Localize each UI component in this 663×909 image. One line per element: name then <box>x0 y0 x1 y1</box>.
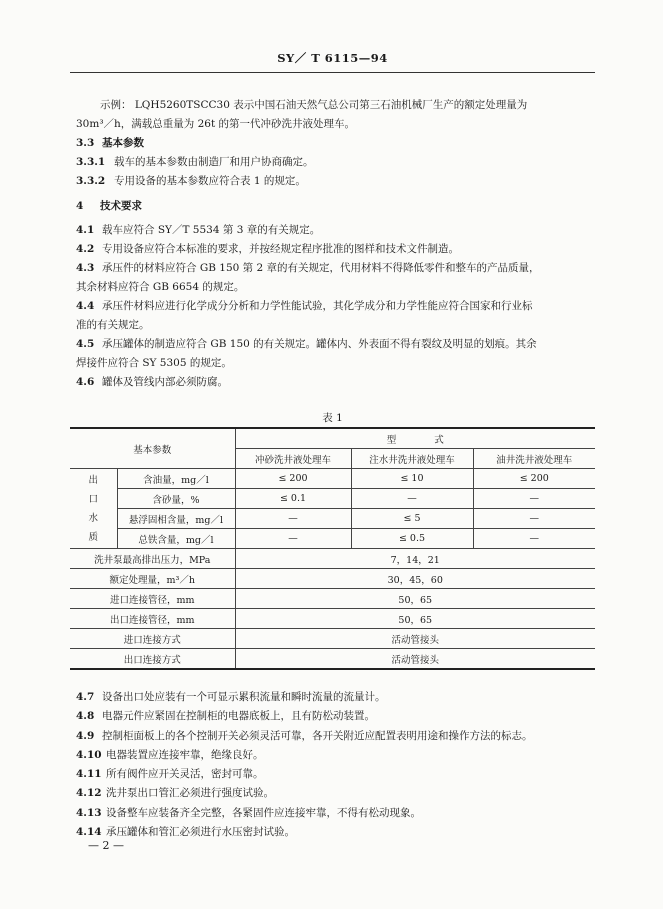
clause-text: 承压件的材料应符合 GB 150 第 2 章的有关规定，代用材料不得降低零件和整车的产品质量， <box>102 262 540 274</box>
value-cell: 活动管接头 <box>235 649 595 670</box>
clause-number: 4.11 <box>76 768 102 781</box>
clause-4-6 <box>76 373 596 392</box>
value-cell: 50，65 <box>235 609 595 629</box>
clause-4-4 <box>76 297 596 316</box>
clause-number: 4.12 <box>76 787 102 800</box>
label-char: 口 <box>88 493 98 505</box>
section-4-heading <box>76 197 596 216</box>
outlet-water-quality-label <box>70 469 117 549</box>
clause-4-13 <box>76 804 596 823</box>
param-cell: 含油量，mg／l <box>117 469 235 489</box>
section-3-3-heading <box>76 134 596 153</box>
param-cell: 悬浮固相含量，mg／l <box>117 509 235 529</box>
value-cell: — <box>235 509 351 529</box>
clause-text: 载车应符合 SY／T 5534 第 3 章的有关规定。 <box>102 224 321 236</box>
param-cell: 总铁含量，mg／l <box>117 529 235 549</box>
clause-number: 4.5 <box>76 338 95 350</box>
clause-number: 4.4 <box>76 300 95 312</box>
value-cell: 30，45，60 <box>235 569 595 589</box>
table-row <box>70 489 595 509</box>
table-row <box>70 509 595 529</box>
header-type: 型 式 <box>235 428 595 449</box>
clause-3-3-2 <box>76 172 596 191</box>
param-cell: 出口连接方式 <box>70 649 235 670</box>
table-row <box>70 549 595 569</box>
header-basic-params: 基本参数 <box>70 428 235 469</box>
clause-4-12 <box>76 784 596 803</box>
clause-4-14 <box>76 823 596 842</box>
param-cell: 含砂量，% <box>117 489 235 509</box>
table-row <box>70 629 595 649</box>
model-injection-well: 注水井洗井液处理车 <box>351 449 473 469</box>
clause-text: 载车的基本参数由制造厂和用户协商确定。 <box>114 156 314 168</box>
table-caption: 表 1 <box>322 412 343 424</box>
clause-number: 4.14 <box>76 826 102 839</box>
model-sand-flushing: 冲砂洗井液处理车 <box>235 449 351 469</box>
table-row <box>70 529 595 549</box>
clause-number: 4.10 <box>76 748 102 761</box>
clause-text: 洗井泵出口管汇必须进行强度试验。 <box>106 787 274 800</box>
clause-3-3-1 <box>76 153 596 172</box>
clause-4-10 <box>76 746 596 765</box>
header-rule <box>70 72 595 73</box>
clause-4-7 <box>76 688 596 707</box>
clause-4-2 <box>76 240 596 259</box>
value-cell: ≤ 200 <box>473 469 595 489</box>
parameter-table <box>70 427 595 670</box>
clauses-4-7-to-4-14 <box>76 688 596 842</box>
value-cell: ≤ 10 <box>351 469 473 489</box>
clause-text: 所有阀件应开关灵活，密封可靠。 <box>106 768 264 781</box>
clause-4-3-continued: 其余材料应符合 GB 6654 的规定。 <box>76 281 245 293</box>
clause-4-5 <box>76 335 596 354</box>
clause-4-5-continued: 焊接件应符合 SY 5305 的规定。 <box>76 357 232 369</box>
example-and-3-3 <box>76 96 596 191</box>
clause-number: 4.6 <box>76 376 95 388</box>
value-cell: — <box>473 489 595 509</box>
clause-4-9 <box>76 727 596 746</box>
clause-4-3 <box>76 259 596 278</box>
clause-number: 4.2 <box>76 243 95 255</box>
label-char: 出 <box>88 474 98 486</box>
section-number: 4 <box>76 200 84 212</box>
clause-text: 承压罐体和管汇必须进行水压密封试验。 <box>106 826 295 839</box>
value-cell: — <box>351 489 473 509</box>
clause-number: 4.3 <box>76 262 95 274</box>
value-cell: ≤ 200 <box>235 469 351 489</box>
clause-number: 4.9 <box>76 729 95 742</box>
clause-number: 4.8 <box>76 710 95 723</box>
table-header-row <box>70 428 595 449</box>
section-4 <box>76 197 596 392</box>
param-cell: 出口连接管径，mm <box>70 609 235 629</box>
clause-text: 罐体及管线内部必须防腐。 <box>102 376 228 388</box>
param-cell: 额定处理量，m³／h <box>70 569 235 589</box>
value-cell: — <box>473 529 595 549</box>
table-row <box>70 569 595 589</box>
clause-text: 专用设备的基本参数应符合表 1 的规定。 <box>114 175 306 187</box>
param-cell: 进口连接方式 <box>70 629 235 649</box>
value-cell: ≤ 5 <box>351 509 473 529</box>
value-cell: 50，65 <box>235 589 595 609</box>
value-cell: 活动管接头 <box>235 629 595 649</box>
param-cell: 洗井泵最高排出压力，MPa <box>70 549 235 569</box>
clause-number: 3.3.1 <box>76 156 106 168</box>
example-line-2: 30m³／h，满载总重量为 26t 的第一代冲砂洗井液处理车。 <box>76 118 356 130</box>
page-header: SY／ T 6115—94 <box>277 51 388 65</box>
table-row <box>70 469 595 489</box>
section-number: 3.3 <box>76 137 95 149</box>
clause-text: 承压罐体的制造应符合 GB 150 的有关规定。罐体内、外表面不得有裂纹及明显的划痕。其余 <box>102 338 537 350</box>
clause-number: 4.1 <box>76 224 95 236</box>
example-line-1: 示例： LQH5260TSCC30 表示中国石油天然气总公司第三石油机械厂生产的额定处理量为 <box>100 99 528 111</box>
param-cell: 进口连接管径，mm <box>70 589 235 609</box>
clause-text: 承压件材料应进行化学成分分析和力学性能试验，其化学成分和力学性能应符合国家和行业标 <box>102 300 533 312</box>
label-char: 水 <box>88 512 98 524</box>
clause-4-4-continued: 准的有关规定。 <box>76 319 150 331</box>
label-char: 质 <box>88 531 98 543</box>
table-row <box>70 609 595 629</box>
clause-4-11 <box>76 765 596 784</box>
clause-number: 4.7 <box>76 691 95 703</box>
table-row <box>70 589 595 609</box>
clause-text: 电器元件应紧固在控制柜的电器底板上，且有防松动装置。 <box>102 710 375 723</box>
value-cell: — <box>473 509 595 529</box>
value-cell: 7，14，21 <box>235 549 595 569</box>
section-title: 基本参数 <box>102 137 144 149</box>
clause-text: 设备整车应装备齐全完整，各紧固件应连接牢靠，不得有松动现象。 <box>106 806 421 819</box>
value-cell: ≤ 0.1 <box>235 489 351 509</box>
section-title: 技术要求 <box>100 200 142 212</box>
clause-text: 电器装置应连接牢靠，绝缘良好。 <box>106 748 264 761</box>
table-row <box>70 649 595 670</box>
value-cell: — <box>235 529 351 549</box>
value-cell: ≤ 0.5 <box>351 529 473 549</box>
clause-text: 设备出口处应装有一个可显示累积流量和瞬时流量的流量计。 <box>102 691 386 703</box>
clause-4-8 <box>76 707 596 726</box>
clause-number: 3.3.2 <box>76 175 106 187</box>
clause-text: 专用设备应符合本标准的要求，并按经规定程序批准的图样和技术文件制造。 <box>102 243 459 255</box>
clause-4-1 <box>76 221 596 240</box>
clause-text: 控制柜面板上的各个控制开关必须灵活可靠，各开关附近应配置表明用途和操作方法的标志。 <box>102 729 533 742</box>
clause-number: 4.13 <box>76 806 102 819</box>
page-number: — 2 — <box>88 839 124 852</box>
model-oil-well: 油井洗井液处理车 <box>473 449 595 469</box>
